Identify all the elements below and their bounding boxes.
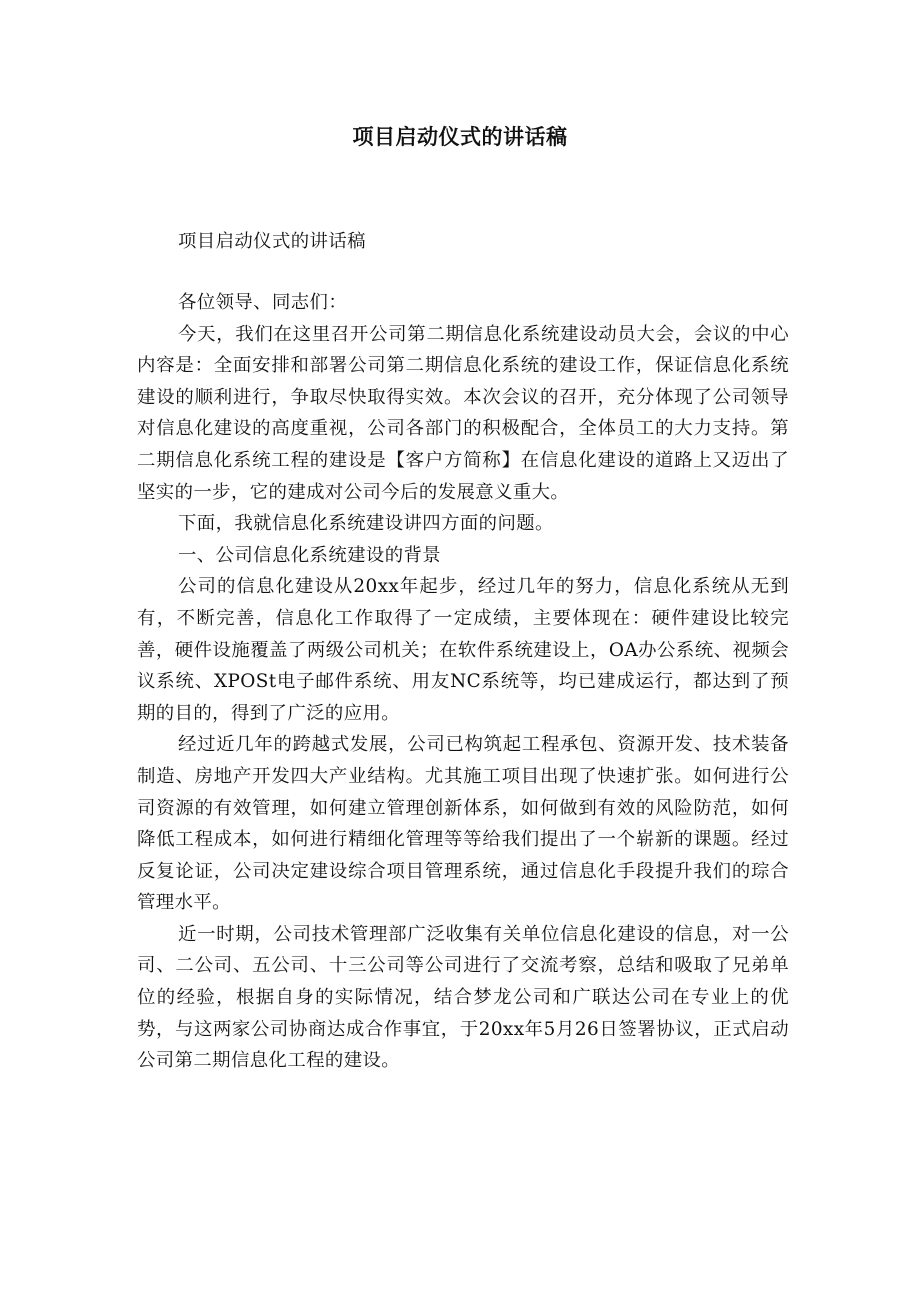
body-paragraph: 今天，我们在这里召开公司第二期信息化系统建设动员大会，会议的中心内容是：全面安排和部署公司第二期信息化系统的建设工作，保证信息化系统建设的顺利进行，争取尽快取得实效。本次会议的召开，充分体现了公司领导对信息化建设的高度重视，公司各部门的积极配合，全体员工的大力支持。第二期信息化系统工程的建设是【客户方简称】在信息化建设的道路上又迈出了坚实的一步，它的建成对公司今后的发展意义重大。 <box>137 323 789 503</box>
document-subtitle: 项目启动仪式的讲话稿 <box>178 231 366 252</box>
body-paragraph: 近一时期，公司技术管理部广泛收集有关单位信息化建设的信息，对一公司、二公司、五公司、十三公司等公司进行了交流考察，总结和吸取了兄弟单位的经验，根据自身的实际情况，结合梦龙公司和广联达公司在专业上的优势，与这两家公司协商达成合作事宜，于20xx年5月26日签署协议，正式启动公司第二期信息化工程的建设。 <box>137 923 789 1072</box>
body-paragraph: 下面，我就信息化系统建设讲四方面的问题。 <box>178 513 554 535</box>
body-paragraph: 公司的信息化建设从20xx年起步，经过几年的努力，信息化系统从无到有，不断完善，信息化工作取得了一定成绩，主要体现在：硬件建设比较完善，硬件设施覆盖了两级公司机关；在软件系统建设上，OA办公系统、视频会议系统、XPOSt电子邮件系统、用友NC系统等，均已建成运行，都达到了预期的目的，得到了广泛的应用。 <box>137 576 789 724</box>
document-title: 项目启动仪式的讲话稿 <box>352 125 568 149</box>
greeting-paragraph: 各位领导、同志们： <box>178 292 348 313</box>
body-paragraph: 经过近几年的跨越式发展，公司已构筑起工程承包、资源开发、技术装备制造、房地产开发四大产业结构。尤其施工项目出现了快速扩张。如何进行公司资源的有效管理，如何建立管理创新体系，如何做到有效的风险防范，如何降低工程成本，如何进行精细化管理等等给我们提出了一个崭新的课题。经过反复论证，公司决定建设综合项目管理系统，通过信息化手段提升我们的琮合管理水平。 <box>137 734 789 914</box>
section-heading: 一、公司信息化系统建设的背景 <box>178 544 442 566</box>
document-body <box>137 287 789 1077</box>
